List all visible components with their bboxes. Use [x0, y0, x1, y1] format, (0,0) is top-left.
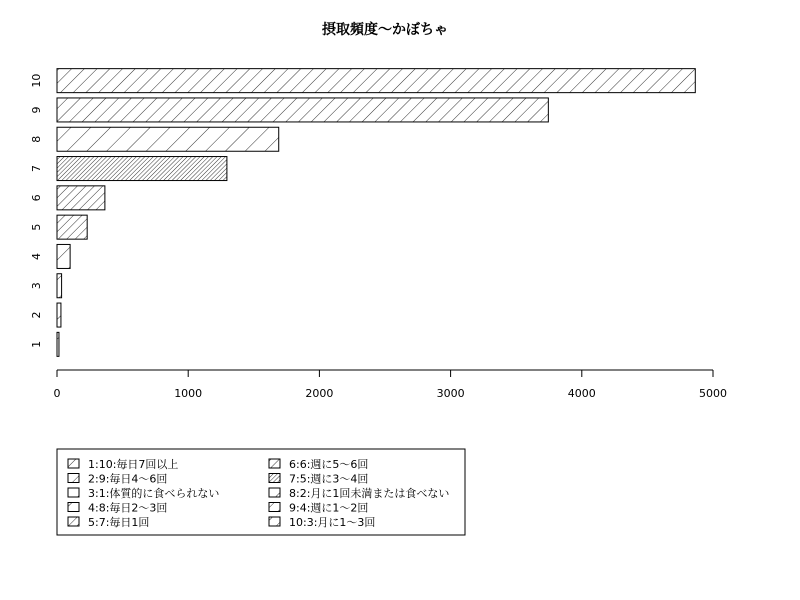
y-tick-label-6: 6: [30, 194, 43, 202]
bar-7: [57, 157, 227, 181]
bar-2: [57, 303, 61, 327]
y-tick-label-3: 3: [30, 282, 43, 290]
legend-key: [68, 488, 79, 497]
bar-8: [57, 127, 279, 151]
y-tick-label-2: 2: [30, 311, 43, 319]
x-tick-label: 0: [53, 387, 61, 400]
legend-label: 4:8:毎日2〜3回: [88, 501, 168, 515]
y-tick-label-4: 4: [30, 252, 43, 260]
bar-6: [57, 186, 105, 210]
bar-1: [57, 332, 59, 356]
legend-label: 6:6:週に5〜6回: [289, 458, 369, 471]
legend-key: [269, 503, 280, 512]
legend-label: 7:5:週に3〜4回: [289, 472, 369, 486]
x-tick-label: 1000: [174, 387, 203, 400]
y-tick-label-5: 5: [30, 223, 43, 231]
x-axis: [54, 370, 728, 400]
legend-key: [68, 459, 79, 468]
legend: [57, 449, 465, 535]
bar-10: [57, 69, 695, 93]
legend-label: 2:9:毎日4〜6回: [88, 472, 168, 486]
legend-label: 9:4:週に1〜2回: [289, 501, 369, 515]
bar-5: [57, 215, 87, 239]
y-tick-label-9: 9: [30, 106, 43, 114]
legend-label: 8:2:月に1回未満または食べない: [289, 487, 450, 500]
x-tick-label: 2000: [305, 387, 334, 400]
legend-label: 3:1:体質的に食べられない: [88, 487, 220, 500]
bar-4: [57, 244, 70, 268]
y-tick-label-8: 8: [30, 135, 43, 143]
legend-key: [68, 517, 79, 526]
y-axis: [30, 74, 43, 348]
x-tick-label: 4000: [567, 387, 596, 400]
legend-key: [68, 474, 79, 483]
legend-key: [269, 474, 280, 483]
legend-label: 5:7:毎日1回: [88, 516, 150, 529]
bar-3: [57, 274, 62, 298]
y-tick-label-1: 1: [30, 340, 43, 348]
legend-key: [269, 488, 280, 497]
bars-group: [57, 69, 695, 357]
y-tick-label-7: 7: [30, 165, 43, 173]
x-tick-label: 3000: [436, 387, 465, 400]
x-tick-label: 5000: [699, 387, 727, 400]
legend-label: 10:3:月に1〜3回: [289, 516, 376, 529]
legend-key: [269, 517, 280, 526]
bar-9: [57, 98, 548, 122]
chart-title: 摂取頻度〜かぼちゃ: [322, 22, 448, 38]
legend-key: [269, 459, 280, 468]
legend-label: 1:10:毎日7回以上: [88, 458, 179, 471]
y-tick-label-10: 10: [30, 73, 43, 88]
legend-key: [68, 503, 79, 512]
